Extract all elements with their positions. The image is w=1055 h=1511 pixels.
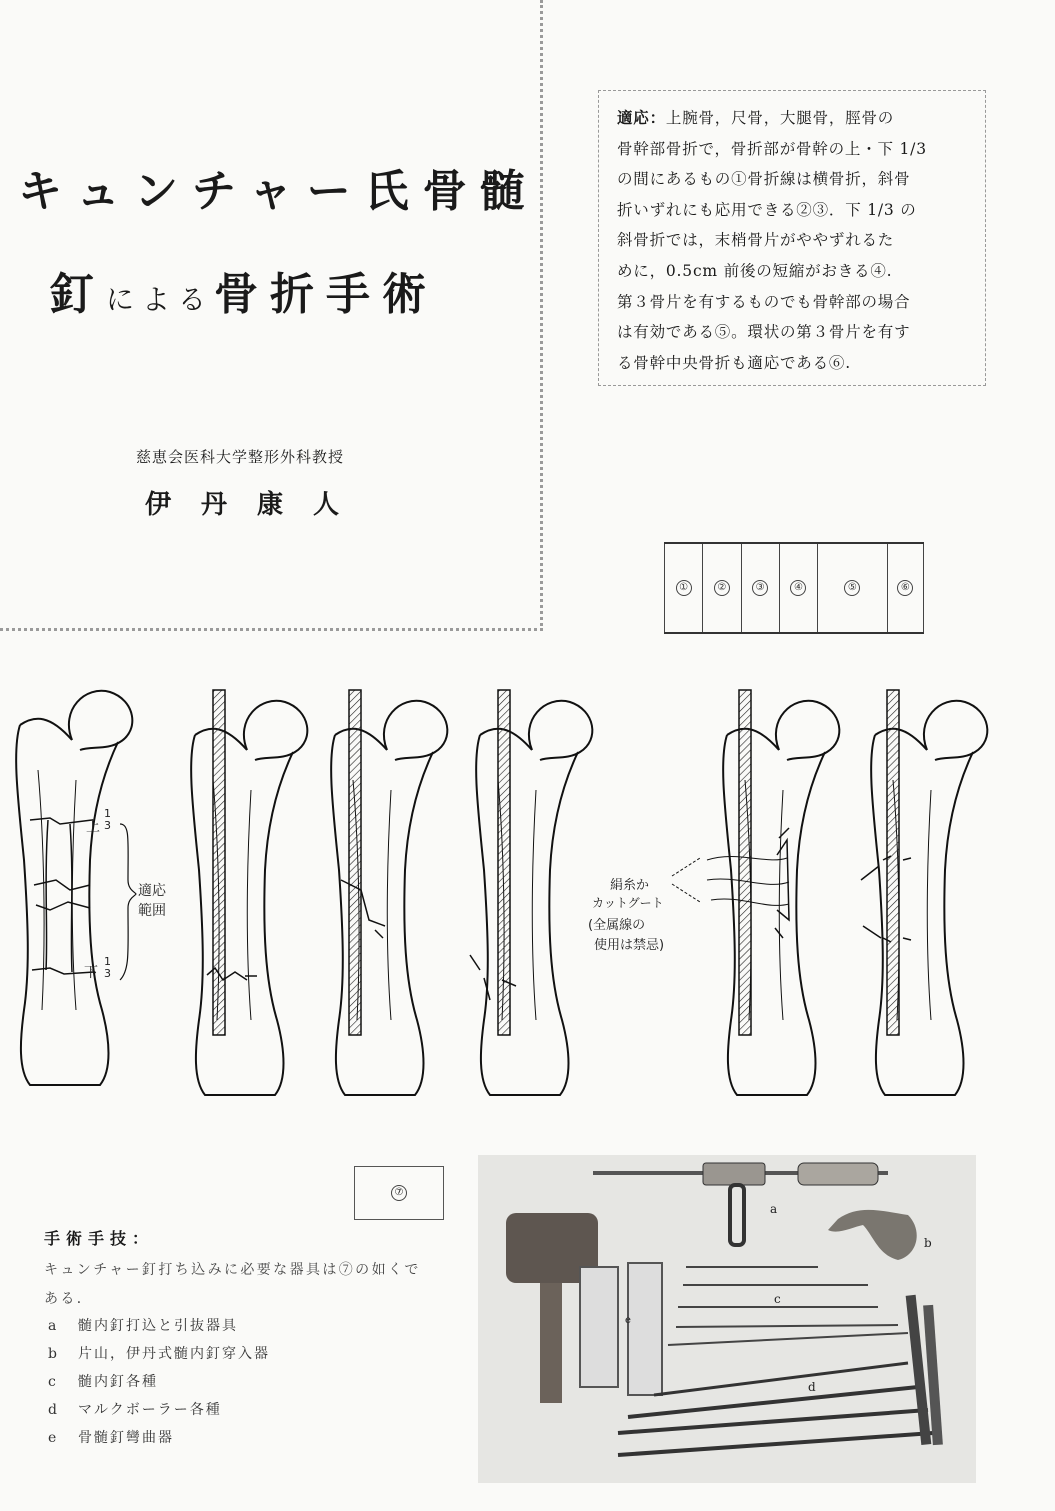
technique-heading: 手術手技： [44,1229,155,1248]
femur-fig-4 [470,690,592,1095]
slot-5: ⑤ [817,544,887,632]
femur-fig-6 [861,690,987,1095]
list-item: c 髄内釘各種 [48,1374,158,1390]
femur-fig-1 [16,691,136,1085]
list-item: a 髄内釘打込と引抜器具 [48,1318,238,1334]
slot-6: ⑥ [887,544,924,632]
slot-1: ① [664,544,702,632]
indication-box [598,90,986,386]
svg-text:a: a [770,1202,778,1216]
label-suture-3: (全属線の [588,918,646,933]
svg-text:e: e [625,1315,631,1326]
instruments-drawing [478,1155,976,1483]
mallet-handle-icon [540,1283,562,1403]
technique-intro: キュンチャー釘打ち込みに必要な器具は⑦の如くである． [44,1262,421,1307]
instrument-list [48,1312,270,1452]
femur-fig-3 [331,690,447,1095]
femur-fig-2 [191,690,307,1095]
label-range-2: 範囲 [138,903,166,919]
indication-line: の間にあるもの①骨折線は横骨折，斜骨 [617,170,911,189]
title-part-nail: 釘 [50,269,106,320]
label-range-1: 適応 [138,883,166,899]
slot-4: ④ [779,544,817,632]
indication-line: る骨幹中央骨折も適応である⑥. [617,353,851,372]
indication-lead: 適応： [617,108,666,127]
figure-7-box: ⑦ [354,1166,444,1220]
label-upper: 上 [86,819,100,835]
label-lower: 下 [84,965,98,981]
instruments-photo [478,1155,976,1483]
list-item: e 骨髄釘彎曲器 [48,1430,174,1446]
label-upper-fraction: 1 3 [104,807,111,832]
author-affiliation: 慈恵会医科大学整形外科教授 [136,448,345,466]
title-part-surgery: 骨折手術 [214,269,439,320]
indication-line: 第３骨片を有するものでも骨幹部の場合 [617,292,911,311]
slot-3: ③ [741,544,779,632]
svg-text:b: b [924,1236,932,1250]
list-item: d マルクボーラー各種 [48,1402,222,1418]
slot-2: ② [702,544,740,632]
list-item: b 片山，伊丹式髄内釘穿入器 [48,1346,270,1362]
title-line-1: キュンチャー氏骨髄 [18,166,539,217]
indication-line: は有効である⑤。環状の第３骨片を有す [617,323,911,342]
title-part-by: による [106,283,215,316]
figure-slot-table [664,542,924,634]
label-suture-1: 絹糸か [610,878,650,893]
label-suture-2: カットグート [592,896,664,910]
indication-line: 斜骨折では，末梢骨片がややずれるた [617,231,895,250]
title-line-2 [50,258,438,322]
indication-line: 適応：上腕骨，尺骨，大腿骨，脛骨の [617,108,895,127]
svg-text:c: c [774,1292,781,1306]
author-name: 伊丹康人 [145,490,370,520]
label-lower-fraction: 1 3 [104,955,111,980]
indication-line: めに，0.5cm 前後の短縮がおきる④. [617,261,893,280]
indication-line: 骨幹部骨折で，骨折部が骨幹の上・下 1/3 [617,139,927,158]
femur-fig-5 [707,690,839,1095]
label-suture-4: 使用は禁忌) [594,938,665,953]
indication-line: 折いずれにも応用できる②③．下 1/3 の [617,200,917,219]
svg-text:d: d [808,1380,816,1394]
